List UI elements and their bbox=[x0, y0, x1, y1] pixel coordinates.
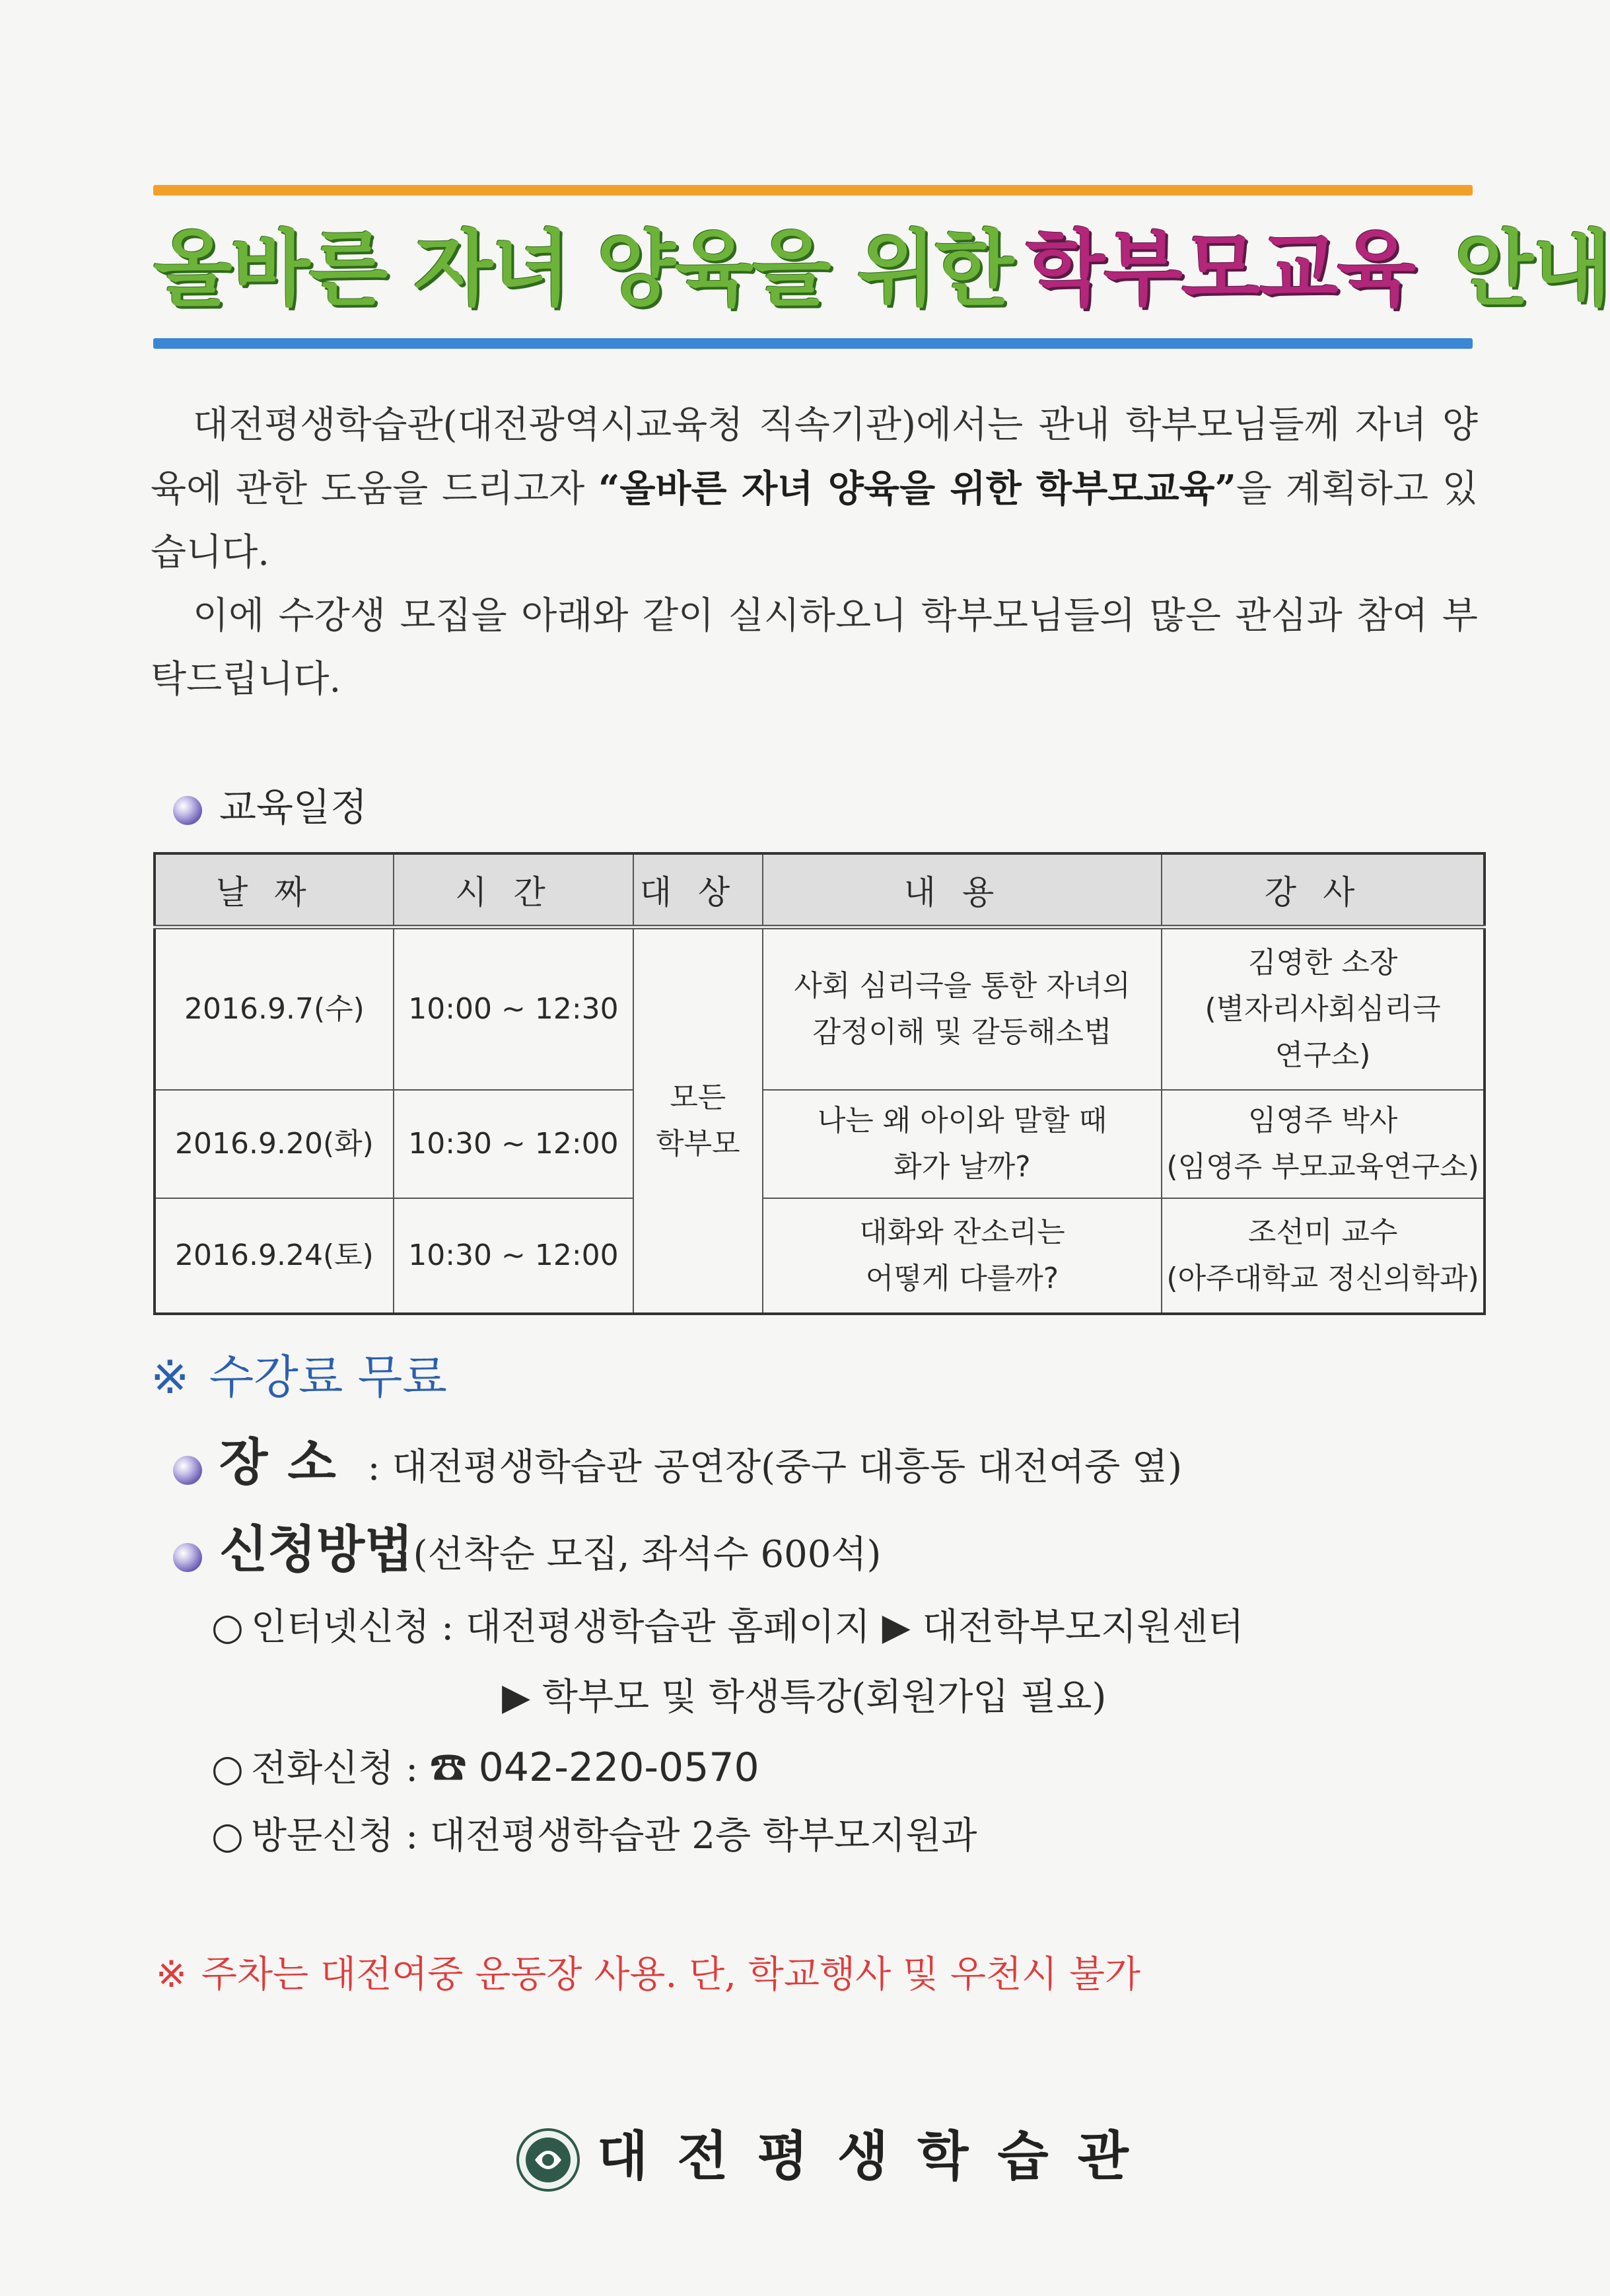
internet-text-1: 대전평생학습관 홈페이지 ▶ 대전학부모지원센터 bbox=[465, 1606, 1244, 1649]
intro-paragraph-1 bbox=[151, 394, 1478, 585]
visit-label: 방문신청 bbox=[251, 1814, 394, 1857]
header-content: 내용 bbox=[763, 853, 1162, 927]
footer-org-name: 대전평생학습관 bbox=[597, 2126, 1158, 2187]
internet-text-2: ▶ 학부모 및 학생특강(회원가입 필요) bbox=[502, 1676, 1107, 1719]
content-line: 대화와 잔소리는 bbox=[859, 1215, 1065, 1249]
schedule-heading-label: 교육일정 bbox=[219, 785, 368, 830]
cell-lecturer bbox=[1162, 1090, 1485, 1198]
sphere-bullet-icon bbox=[173, 796, 202, 825]
internet-signup-cont bbox=[502, 1671, 1106, 1724]
table-header-row bbox=[155, 853, 1485, 927]
title-part2: 학부모교육 bbox=[1026, 222, 1415, 317]
cell-time: 10:30 ~ 12:00 bbox=[394, 1090, 633, 1198]
reference-mark-icon: ※ bbox=[151, 1350, 190, 1404]
circle-bullet-icon: ○ bbox=[211, 1747, 244, 1790]
cell-content bbox=[763, 927, 1162, 1091]
intro-text bbox=[151, 394, 1478, 711]
method-line bbox=[173, 1517, 881, 1588]
title-rule-bottom bbox=[153, 338, 1473, 349]
lecturer-line: 조선미 교수 bbox=[1247, 1215, 1398, 1249]
fee-notice bbox=[151, 1347, 447, 1407]
method-detail: (선착순 모집, 좌석수 600석) bbox=[413, 1533, 882, 1576]
institute-logo-icon bbox=[515, 2127, 581, 2193]
cell-lecturer bbox=[1162, 927, 1485, 1091]
content-line: 나는 왜 아이와 말할 때 bbox=[817, 1104, 1107, 1137]
cell-date: 2016.9.24(토) bbox=[155, 1198, 394, 1314]
phone-number: 042-220-0570 bbox=[478, 1744, 759, 1791]
cell-time: 10:30 ~ 12:00 bbox=[394, 1198, 633, 1314]
phone-signup: ○ 전화신청 : ☎ 042-220-0570 bbox=[211, 1741, 759, 1795]
fee-text: 수강료 무료 bbox=[209, 1350, 448, 1404]
intro-paragraph-2: 이에 수강생 모집을 아래와 같이 실시하오니 학부모님들의 많은 관심과 참여 부탁드립니다. bbox=[151, 594, 1478, 701]
header-target: 대상 bbox=[633, 853, 763, 927]
schedule-heading bbox=[173, 781, 367, 834]
lecturer-line: 연구소) bbox=[1275, 1038, 1371, 1072]
content-line: 화가 날까? bbox=[893, 1150, 1031, 1184]
cell-lecturer bbox=[1162, 1198, 1485, 1314]
telephone-icon: ☎ bbox=[429, 1747, 467, 1790]
lecturer-line: 임영주 박사 bbox=[1247, 1104, 1398, 1137]
content-line: 사회 심리극을 통한 자녀의 bbox=[794, 969, 1131, 1003]
intro-p1-a: 대전평생학습관(대전광역시교육청 직속기관)에서는 관내 학부모님들께 자녀 양육에 관한 도움을 드리고자 bbox=[151, 404, 1478, 511]
place-text: 대전평생학습관 공연장(중구 대흥동 대전여중 옆) bbox=[392, 1446, 1183, 1489]
place-separator: : bbox=[355, 1446, 392, 1489]
lecturer-line: 김영한 소장 bbox=[1247, 946, 1398, 980]
title-part1: 올바른 자녀 양육을 위한 bbox=[153, 222, 1013, 317]
content-line: 감정이해 및 갈등해소법 bbox=[812, 1015, 1112, 1049]
place-label: 장소 bbox=[219, 1433, 356, 1491]
circle-bullet-icon: ○ bbox=[211, 1814, 244, 1857]
target-line-2: 학부모 bbox=[656, 1127, 740, 1161]
circle-bullet-icon: ○ bbox=[211, 1606, 244, 1649]
parking-notice bbox=[156, 1949, 1140, 2001]
lecturer-line: (별자리사회심리극 bbox=[1205, 992, 1441, 1026]
table-row bbox=[155, 1198, 1485, 1314]
visit-text: 대전평생학습관 2층 학부모지원과 bbox=[429, 1814, 977, 1857]
reference-mark-icon: ※ bbox=[156, 1953, 187, 1996]
place-line bbox=[173, 1429, 1182, 1501]
lecturer-line: (임영주 부모교육연구소) bbox=[1166, 1150, 1479, 1184]
sphere-bullet-icon bbox=[173, 1543, 202, 1572]
intro-p1-b: 을 계획하고 있습니다. bbox=[151, 468, 1478, 574]
cell-target bbox=[633, 927, 763, 1314]
parking-notice-text: 주차는 대전여중 운동장 사용. 단, 학교행사 및 우천시 불가 bbox=[201, 1953, 1141, 1996]
header-time: 시간 bbox=[394, 853, 633, 927]
lecturer-line: (아주대학교 정신의학과) bbox=[1166, 1262, 1479, 1295]
schedule-table bbox=[153, 852, 1486, 1315]
method-label: 신청방법 bbox=[219, 1520, 413, 1579]
cell-time: 10:00 ~ 12:30 bbox=[394, 927, 633, 1091]
table-row bbox=[155, 927, 1485, 1091]
content-line: 어떻게 다를까? bbox=[865, 1262, 1059, 1295]
table-row bbox=[155, 1090, 1485, 1198]
header-lecturer: 강사 bbox=[1162, 853, 1485, 927]
header-date: 날짜 bbox=[155, 853, 394, 927]
cell-date: 2016.9.7(수) bbox=[155, 927, 394, 1091]
target-line-1: 모든 bbox=[670, 1081, 726, 1114]
internet-label: 인터넷신청 bbox=[251, 1606, 430, 1649]
page-title bbox=[153, 210, 1610, 329]
internet-signup: ○ 인터넷신청 : 대전평생학습관 홈페이지 ▶ 대전학부모지원센터 bbox=[211, 1601, 1243, 1654]
footer-org bbox=[515, 2120, 1158, 2193]
sphere-bullet-icon bbox=[173, 1456, 202, 1485]
cell-date: 2016.9.20(화) bbox=[155, 1090, 394, 1198]
cell-content bbox=[763, 1090, 1162, 1198]
title-rule-top bbox=[153, 185, 1473, 196]
cell-content bbox=[763, 1198, 1162, 1314]
phone-label: 전화신청 bbox=[251, 1747, 394, 1790]
intro-p1-bold: “올바른 자녀 양육을 위한 학부모교육” bbox=[598, 467, 1236, 511]
title-part3: 안내 bbox=[1454, 222, 1610, 317]
visit-signup: ○ 방문신청 : 대전평생학습관 2층 학부모지원과 bbox=[211, 1810, 977, 1863]
